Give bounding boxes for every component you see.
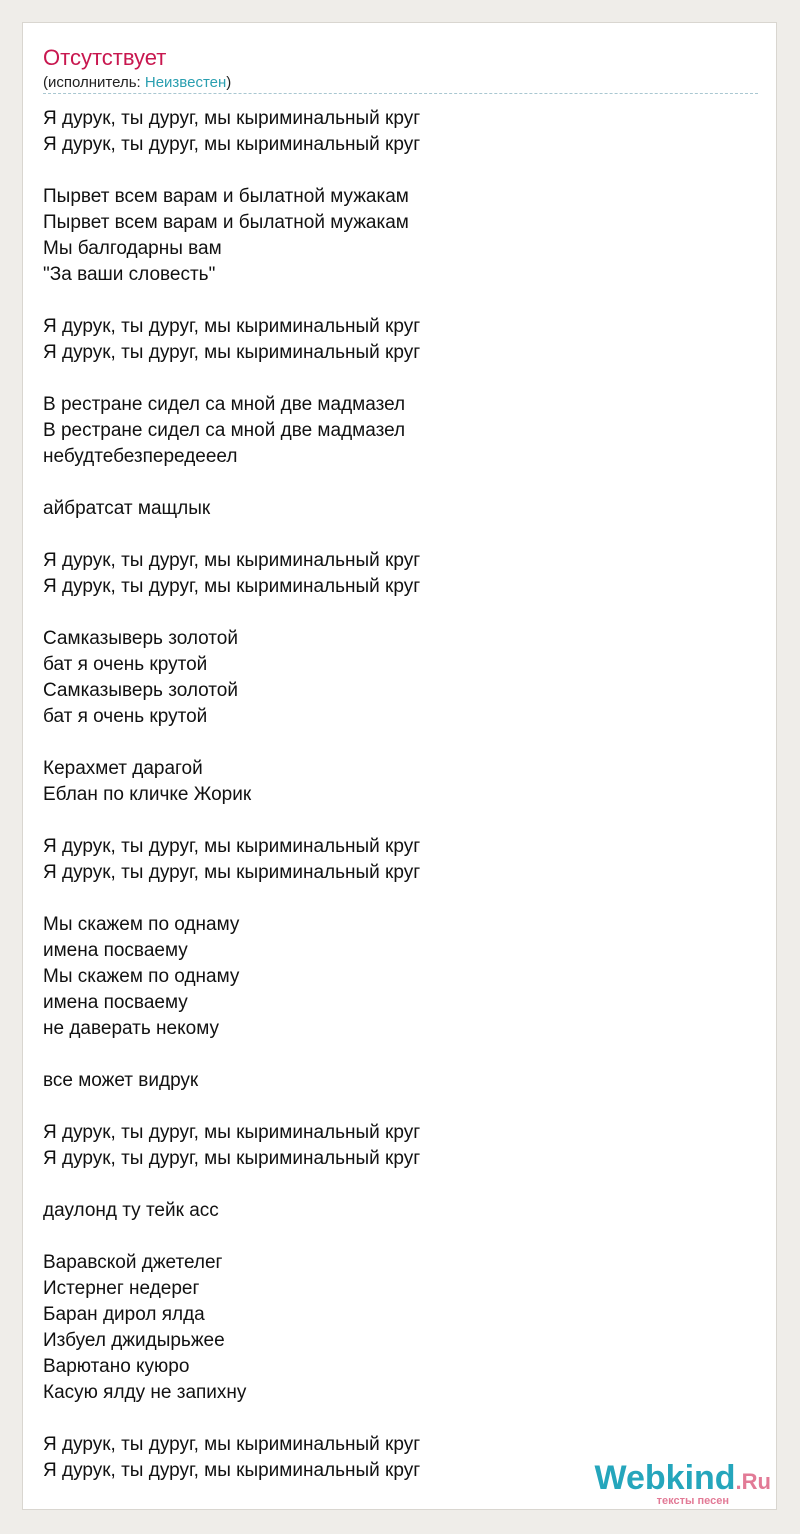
lyric-line: Баран дирол ялда	[43, 1304, 205, 1325]
lyrics-text	[43, 106, 743, 1484]
lyric-blank-line	[43, 158, 743, 184]
lyric-blank-line	[43, 522, 743, 548]
lyric-line: "За ваши словесть"	[43, 264, 216, 285]
lyric-line: айбратсат мащлык	[43, 498, 211, 519]
lyric-line: Я дурук, ты дуруг, мы кыриминальный круг	[43, 1434, 421, 1455]
lyric-line: Мы балгодарны вам	[43, 238, 222, 259]
lyric-blank-line	[43, 1224, 743, 1250]
lyric-blank-line	[43, 600, 743, 626]
lyric-line: Я дурук, ты дуруг, мы кыриминальный круг	[43, 342, 421, 363]
header-divider	[43, 93, 758, 94]
lyric-line: Я дурук, ты дуруг, мы кыриминальный круг	[43, 108, 421, 129]
lyric-blank-line	[43, 470, 743, 496]
lyric-line: даулонд ту тейк асс	[43, 1200, 219, 1221]
lyric-line: Истернег недерег	[43, 1278, 200, 1299]
lyric-line: Керахмет дарагой	[43, 758, 203, 779]
lyric-blank-line	[43, 1406, 743, 1432]
lyric-line: небудтебезпередееел	[43, 446, 238, 467]
lyric-line: не даверать некому	[43, 1018, 219, 1039]
artist-suffix: )	[226, 74, 232, 91]
lyric-line: Я дурук, ты дуруг, мы кыриминальный круг	[43, 134, 421, 155]
artist-line	[43, 74, 231, 92]
lyric-blank-line	[43, 730, 743, 756]
lyric-line: В рестране сидел са мной две мадмазел	[43, 420, 406, 441]
lyric-line: Я дурук, ты дуруг, мы кыриминальный круг	[43, 576, 421, 597]
lyric-blank-line	[43, 1172, 743, 1198]
artist-prefix: (исполнитель:	[43, 74, 145, 91]
lyric-line: Я дурук, ты дуруг, мы кыриминальный круг	[43, 550, 421, 571]
lyric-line: Варавской джетелег	[43, 1252, 223, 1273]
site-logo[interactable]	[581, 1459, 771, 1507]
song-title: Отсутствует	[43, 45, 167, 70]
lyric-line: Пырвет всем варам и былатной мужакам	[43, 186, 409, 207]
lyric-blank-line	[43, 1094, 743, 1120]
lyric-line: В рестране сидел са мной две мадмазел	[43, 394, 406, 415]
lyric-line: Я дурук, ты дуруг, мы кыриминальный круг	[43, 836, 421, 857]
lyric-line: бат я очень крутой	[43, 654, 208, 675]
lyric-line: Пырвет всем варам и былатной мужакам	[43, 212, 409, 233]
logo-main-text: Webkind	[594, 1459, 736, 1497]
lyric-line: Касую ялду не запихну	[43, 1382, 247, 1403]
lyric-line: имена посваему	[43, 992, 188, 1013]
lyric-blank-line	[43, 1042, 743, 1068]
lyric-line: Я дурук, ты дуруг, мы кыриминальный круг	[43, 316, 421, 337]
lyrics-card	[22, 22, 777, 1510]
lyric-line: Варютано куюро	[43, 1356, 190, 1377]
lyric-line: все может видрук	[43, 1070, 199, 1091]
lyric-blank-line	[43, 808, 743, 834]
lyric-line: Самказыверь золотой	[43, 680, 238, 701]
lyric-line: Я дурук, ты дуруг, мы кыриминальный круг	[43, 1122, 421, 1143]
lyric-line: Я дурук, ты дуруг, мы кыриминальный круг	[43, 1460, 421, 1481]
lyric-blank-line	[43, 366, 743, 392]
lyric-line: Я дурук, ты дуруг, мы кыриминальный круг	[43, 862, 421, 883]
logo-suffix: .Ru	[735, 1469, 771, 1494]
lyric-line: Избуел джидырьжее	[43, 1330, 225, 1351]
lyric-line: Еблан по кличке Жорик	[43, 784, 252, 805]
lyric-line: имена посваему	[43, 940, 188, 961]
lyric-line: Мы скажем по однаму	[43, 966, 240, 987]
artist-link[interactable]: Неизвестен	[144, 74, 227, 91]
lyric-line: Мы скажем по однаму	[43, 914, 240, 935]
lyric-blank-line	[43, 886, 743, 912]
lyric-line: Я дурук, ты дуруг, мы кыриминальный круг	[43, 1148, 421, 1169]
lyric-line: бат я очень крутой	[43, 706, 208, 727]
lyric-blank-line	[43, 288, 743, 314]
lyric-line: Самказыверь золотой	[43, 628, 238, 649]
logo-tagline: тексты песен	[656, 1495, 729, 1507]
